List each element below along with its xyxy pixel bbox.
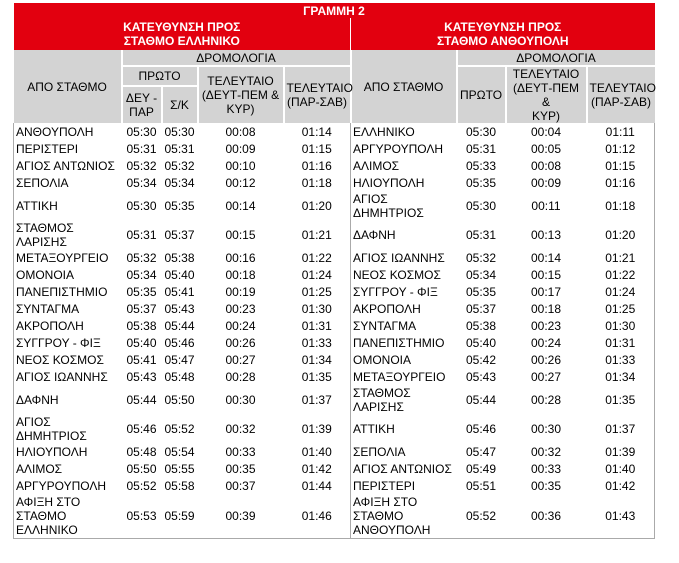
right-station-cell — [351, 249, 457, 266]
table-row — [14, 351, 655, 368]
last-friday-time: 01:12 — [605, 141, 636, 156]
last-friday-time: 01:34 — [605, 369, 636, 384]
last-weekday-time: 00:35 — [530, 478, 562, 493]
first-weekend-time: 05:37 — [164, 227, 195, 242]
last-friday-time: 01:46 — [301, 508, 332, 523]
right-station-cell — [351, 368, 457, 385]
direction-right-header — [351, 18, 655, 50]
station-name-line: ΑΤΤΙΚΗ — [16, 198, 58, 213]
first-time: 05:44 — [465, 392, 497, 407]
last-friday-time: 01:22 — [301, 250, 332, 265]
right-station-cell — [351, 477, 457, 494]
first-time: 05:30 — [465, 198, 497, 213]
station-name-line: ΔΗΜΗΤΡΙΟΣ — [16, 428, 87, 443]
station-name-line: ΣΥΓΓΡΟΥ - ΦΙΞ — [353, 284, 438, 299]
schedules-header-left: ΔΡΟΜΟΛΟΓΙΑ — [122, 50, 351, 66]
last-weekday-time: 00:39 — [225, 508, 256, 523]
first-weekday-time: 05:32 — [126, 158, 157, 173]
first-weekday-time: 05:31 — [126, 227, 157, 242]
right-station-cell — [351, 385, 457, 414]
station-name-line: ΣΤΑΘΜΟ — [353, 508, 404, 523]
line-title: ΓΡΑΜΜΗ 2 — [14, 3, 655, 18]
first-time: 05:38 — [465, 318, 497, 333]
right-station-cell — [351, 334, 457, 351]
table-row — [14, 317, 655, 334]
last-friday-time: 01:25 — [301, 284, 332, 299]
first-time: 05:47 — [465, 444, 497, 459]
last-friday-time: 01:40 — [301, 444, 332, 459]
first-weekday-time: 05:35 — [126, 284, 157, 299]
right-station-cell — [351, 140, 457, 157]
first-weekend-time: 05:31 — [164, 141, 195, 156]
station-name-line: ΜΕΤΑΞΟΥΡΓΕΙΟ — [16, 250, 109, 265]
first-time: 05:51 — [465, 478, 497, 493]
last-weekday-time: 00:18 — [225, 267, 256, 282]
last-weekday-time: 00:35 — [225, 461, 256, 476]
first-weekend-time: 05:58 — [164, 478, 195, 493]
last-friday-time: 01:44 — [301, 478, 332, 493]
last-weekday-time: 00:24 — [225, 318, 256, 333]
last-friday-time: 01:42 — [605, 478, 636, 493]
last-friday-l2: (ΠΑΡ-ΣΑΒ) — [286, 95, 348, 109]
station-name-line: ΣΤΑΘΜΟΣ — [353, 385, 411, 400]
first-weekend-time: 05:34 — [164, 175, 195, 190]
first-weekday-time: 05:31 — [126, 141, 157, 156]
last-weekday-time: 00:23 — [530, 318, 562, 333]
station-name-line: ΠΑΝΕΠΙΣΤΗΜΙΟ — [353, 335, 445, 350]
left-station-cell — [14, 249, 122, 266]
first-weekend-time: 05:52 — [164, 421, 195, 436]
first-weekend-time: 05:59 — [164, 508, 195, 523]
last-friday-time: 01:11 — [605, 124, 635, 139]
right-station-cell — [351, 494, 457, 538]
first-time: 05:52 — [465, 508, 497, 523]
last-weekday-time: 00:13 — [530, 227, 562, 242]
station-name-line: ΠΕΡΙΣΤΕΡΙ — [16, 141, 79, 156]
station-name-line: ΑΝΘΟΥΠΟΛΗ — [16, 124, 94, 139]
last-friday-time: 01:42 — [301, 461, 332, 476]
last-friday-time: 01:30 — [301, 301, 332, 316]
first-weekday-time: 05:37 — [126, 301, 157, 316]
last-weekday-time: 00:15 — [225, 227, 256, 242]
last-weekday-time: 00:18 — [530, 301, 562, 316]
last-friday-time: 01:24 — [605, 284, 636, 299]
last-friday-l2: (ΠΑΡ-ΣΑΒ) — [590, 95, 652, 109]
station-name-line: ΣΕΠΟΛΙΑ — [16, 175, 69, 190]
station-name-line: ΝΕΟΣ ΚΟΣΜΟΣ — [16, 352, 104, 367]
first-time: 05:31 — [465, 141, 497, 156]
first-weekend-time: 05:47 — [164, 352, 195, 367]
last-weekday-time: 00:14 — [530, 250, 562, 265]
last-friday-time: 01:15 — [301, 141, 332, 156]
table-row — [14, 157, 655, 174]
direction-right-line2: ΣΤΑΘΜΟ ΑΝΘΟΥΠΟΛΗ — [436, 34, 569, 48]
last-friday-l1: ΤΕΛΕΥΤΑΙΟ — [589, 81, 656, 95]
table-row — [14, 477, 655, 494]
last-friday-time: 01:35 — [605, 392, 636, 407]
left-station-cell — [14, 443, 122, 460]
table-row — [14, 368, 655, 385]
first-time: 05:40 — [465, 335, 497, 350]
right-station-cell — [351, 157, 457, 174]
table-row — [14, 191, 655, 220]
first-weekday-time: 05:38 — [126, 318, 157, 333]
table-row — [14, 283, 655, 300]
station-name-line: ΗΛΙΟΥΠΟΛΗ — [353, 175, 425, 190]
right-station-cell — [351, 283, 457, 300]
first-weekday-time: 05:52 — [126, 478, 157, 493]
right-station-cell — [351, 220, 457, 249]
first-weekend-time: 05:35 — [164, 198, 195, 213]
last-friday-time: 01:20 — [301, 198, 332, 213]
station-name-line: ΑΡΓΥΡΟΥΠΟΛΗ — [353, 141, 444, 156]
last-friday-time: 01:31 — [301, 318, 332, 333]
direction-left-line1: ΚΑΤΕΥΘΥΝΣΗ ΠΡΟΣ — [123, 20, 241, 34]
weekday-l2: ΠΑΡ — [129, 104, 154, 119]
left-station-cell — [14, 123, 122, 140]
last-weekday-time: 00:30 — [225, 392, 256, 407]
station-name-line: ΣΥΝΤΑΓΜΑ — [16, 301, 80, 316]
first-time: 05:30 — [465, 124, 497, 139]
first-weekday-time: 05:53 — [126, 508, 157, 523]
first-time: 05:42 — [465, 352, 497, 367]
last-weekday-l1: ΤΕΛΕΥΤΑΙΟ — [207, 74, 274, 88]
last-weekday-time: 00:05 — [530, 141, 562, 156]
first-weekend-time: 05:32 — [164, 158, 195, 173]
weekday-l1: ΔΕΥ - — [125, 90, 158, 105]
last-friday-header-left — [284, 66, 351, 123]
station-name-line: ΑΡΓΥΡΟΥΠΟΛΗ — [16, 478, 107, 493]
left-station-cell — [14, 266, 122, 283]
last-friday-time: 01:21 — [301, 227, 332, 242]
timetable-body — [14, 123, 655, 538]
station-name-line: ΣΤΑΘΜΟΣ — [16, 220, 74, 235]
last-weekday-header-left — [198, 66, 284, 123]
first-header-right: ΠΡΩΤΟ — [457, 66, 506, 123]
weekday-header-left — [122, 86, 162, 123]
station-name-line: ΠΕΡΙΣΤΕΡΙ — [353, 478, 416, 493]
last-friday-header-right — [587, 66, 655, 123]
first-weekend-time: 05:46 — [164, 335, 195, 350]
first-weekday-time: 05:30 — [126, 124, 157, 139]
station-name-line: ΑΛΙΜΟΣ — [353, 158, 400, 173]
last-friday-time: 01:14 — [301, 124, 332, 139]
last-friday-time: 01:16 — [605, 175, 636, 190]
first-weekday-time: 05:41 — [126, 352, 157, 367]
last-weekday-l2: (ΔΕΥΤ-ΠΕΜ & — [201, 88, 280, 102]
table-row — [14, 300, 655, 317]
last-friday-time: 01:39 — [301, 421, 332, 436]
right-station-cell — [351, 351, 457, 368]
last-friday-time: 01:20 — [605, 227, 636, 242]
left-station-cell — [14, 174, 122, 191]
first-weekend-time: 05:54 — [164, 444, 195, 459]
left-station-cell — [14, 140, 122, 157]
last-weekday-time: 00:23 — [225, 301, 256, 316]
last-friday-time: 01:33 — [301, 335, 332, 350]
station-name-line: ΟΜΟΝΟΙΑ — [353, 352, 412, 367]
right-station-cell — [351, 460, 457, 477]
first-weekday-time: 05:30 — [126, 198, 157, 213]
direction-left-line2: ΣΤΑΘΜΟ ΕΛΛΗΝΙΚΟ — [123, 34, 240, 48]
last-friday-time: 01:18 — [605, 198, 636, 213]
last-friday-l1: ΤΕΛΕΥΤΑΙΟ — [286, 81, 353, 95]
last-weekday-time: 00:27 — [225, 352, 256, 367]
last-weekday-time: 00:30 — [530, 421, 562, 436]
last-weekday-time: 00:09 — [530, 175, 562, 190]
last-weekday-time: 00:28 — [225, 369, 256, 384]
last-friday-time: 01:25 — [605, 301, 636, 316]
station-name-line: ΑΓΙΟΣ — [353, 191, 388, 206]
station-name-line: ΑΦΙΞΗ ΣΤΟ — [16, 494, 81, 509]
right-station-cell — [351, 191, 457, 220]
last-weekday-time: 00:08 — [530, 158, 562, 173]
table-row — [14, 249, 655, 266]
last-weekday-header-right — [506, 66, 587, 123]
first-weekday-time: 05:34 — [126, 175, 157, 190]
station-name-line: ΑΦΙΞΗ ΣΤΟ — [353, 494, 418, 509]
last-weekday-time: 00:24 — [530, 335, 562, 350]
right-station-cell — [351, 317, 457, 334]
left-station-cell — [14, 317, 122, 334]
first-weekend-time: 05:43 — [164, 301, 195, 316]
last-friday-time: 01:22 — [605, 267, 636, 282]
first-weekend-time: 05:48 — [164, 369, 195, 384]
table-row — [14, 443, 655, 460]
left-station-cell — [14, 300, 122, 317]
first-weekday-time: 05:44 — [126, 392, 157, 407]
station-name-line: ΝΕΟΣ ΚΟΣΜΟΣ — [353, 267, 441, 282]
last-friday-time: 01:30 — [605, 318, 636, 333]
right-station-cell — [351, 266, 457, 283]
left-station-cell — [14, 460, 122, 477]
first-weekend-time: 05:50 — [164, 392, 195, 407]
timetable — [13, 3, 655, 539]
last-weekday-time: 00:11 — [531, 198, 561, 213]
last-weekday-time: 00:27 — [530, 369, 562, 384]
first-time: 05:33 — [465, 158, 497, 173]
last-weekday-time: 00:09 — [225, 141, 256, 156]
station-name-line: ΑΚΡΟΠΟΛΗ — [16, 318, 84, 333]
first-time: 05:31 — [465, 227, 497, 242]
table-row — [14, 266, 655, 283]
station-name-line: ΑΤΤΙΚΗ — [353, 421, 395, 436]
left-station-cell — [14, 191, 122, 220]
first-header-left: ΠΡΩΤΟ — [122, 66, 198, 86]
right-station-cell — [351, 174, 457, 191]
from-station-header-left: ΑΠΟ ΣΤΑΘΜΟ — [14, 50, 122, 123]
last-friday-time: 01:15 — [605, 158, 636, 173]
station-name-line: ΗΛΙΟΥΠΟΛΗ — [16, 444, 88, 459]
last-weekday-time: 00:37 — [225, 478, 256, 493]
first-time: 05:34 — [465, 267, 497, 282]
station-name-line: ΣΥΝΤΑΓΜΑ — [353, 318, 417, 333]
first-time: 05:35 — [465, 175, 497, 190]
first-weekday-time: 05:46 — [126, 421, 157, 436]
first-time: 05:35 — [465, 284, 497, 299]
first-weekday-time: 05:50 — [126, 461, 157, 476]
last-friday-time: 01:39 — [605, 444, 636, 459]
table-row — [14, 460, 655, 477]
last-friday-time: 01:34 — [301, 352, 332, 367]
station-name-line: ΜΕΤΑΞΟΥΡΓΕΙΟ — [353, 369, 446, 384]
last-weekday-time: 00:26 — [225, 335, 256, 350]
left-station-cell — [14, 283, 122, 300]
table-row — [14, 123, 655, 140]
table-row — [14, 494, 655, 538]
first-weekday-time: 05:32 — [126, 250, 157, 265]
last-friday-time: 01:24 — [301, 267, 332, 282]
first-weekend-time: 05:41 — [164, 284, 195, 299]
station-name-line: ΑΓΙΟΣ ΙΩΑΝΝΗΣ — [16, 369, 108, 384]
last-friday-time: 01:18 — [301, 175, 332, 190]
left-station-cell — [14, 157, 122, 174]
first-weekday-time: 05:43 — [126, 369, 157, 384]
last-friday-time: 01:31 — [605, 335, 636, 350]
last-friday-time: 01:37 — [301, 392, 332, 407]
last-weekday-time: 00:04 — [530, 124, 562, 139]
last-friday-time: 01:21 — [605, 250, 636, 265]
last-weekday-time: 00:19 — [225, 284, 256, 299]
first-weekend-time: 05:30 — [164, 124, 195, 139]
table-row — [14, 414, 655, 443]
left-station-cell — [14, 385, 122, 414]
station-name-line: ΛΑΡΙΣΗΣ — [16, 234, 67, 249]
station-name-line: ΑΓΙΟΣ — [16, 414, 51, 429]
first-time: 05:32 — [465, 250, 497, 265]
station-name-line: ΟΜΟΝΟΙΑ — [16, 267, 75, 282]
last-weekday-time: 00:08 — [225, 124, 256, 139]
left-station-cell — [14, 334, 122, 351]
station-name-line: ΛΑΡΙΣΗΣ — [353, 399, 404, 414]
first-weekend-time: 05:38 — [164, 250, 195, 265]
last-weekday-time: 00:16 — [225, 250, 256, 265]
station-name-line: ΑΛΙΜΟΣ — [16, 461, 63, 476]
weekend-header-left: Σ/Κ — [162, 86, 198, 123]
direction-right-line1: ΚΑΤΕΥΘΥΝΣΗ ΠΡΟΣ — [444, 20, 562, 34]
last-friday-time: 01:33 — [605, 352, 636, 367]
last-weekday-time: 00:33 — [530, 461, 562, 476]
first-weekday-time: 05:48 — [126, 444, 157, 459]
last-weekday-time: 00:32 — [530, 444, 562, 459]
timetable-container — [13, 3, 654, 539]
last-weekday-time: 00:17 — [530, 284, 562, 299]
last-weekday-l3: ΚΥΡ) — [226, 102, 255, 116]
station-name-line: ΣΤΑΘΜΟ — [16, 508, 67, 523]
last-friday-time: 01:43 — [605, 508, 636, 523]
left-station-cell — [14, 368, 122, 385]
last-weekday-time: 00:14 — [225, 198, 256, 213]
right-station-cell — [351, 414, 457, 443]
first-weekend-time: 05:44 — [164, 318, 195, 333]
last-weekday-time: 00:32 — [225, 421, 256, 436]
station-name-line: ΑΓΙΟΣ ΑΝΤΩΝΙΟΣ — [353, 461, 452, 476]
first-time: 05:49 — [465, 461, 497, 476]
left-station-cell — [14, 414, 122, 443]
left-station-cell — [14, 220, 122, 249]
station-name-line: ΔΑΦΝΗ — [16, 392, 59, 407]
station-name-line: ΕΛΛΗΝΙΚΟ — [353, 124, 415, 139]
direction-left-header — [14, 18, 351, 50]
right-station-cell — [351, 300, 457, 317]
left-station-cell — [14, 351, 122, 368]
station-name-line: ΑΚΡΟΠΟΛΗ — [353, 301, 421, 316]
first-time: 05:46 — [465, 421, 497, 436]
station-name-line: ΑΝΘΟΥΠΟΛΗ — [353, 522, 431, 537]
last-weekday-l3: ΚΥΡ) — [531, 109, 560, 123]
schedules-header-right: ΔΡΟΜΟΛΟΓΙΑ — [457, 50, 655, 66]
last-friday-time: 01:35 — [301, 369, 332, 384]
last-friday-time: 01:37 — [605, 421, 636, 436]
first-weekend-time: 05:55 — [164, 461, 195, 476]
last-weekday-l2: (ΔΕΥΤ-ΠΕΜ & — [512, 81, 579, 109]
right-station-cell — [351, 123, 457, 140]
station-name-line: ΑΓΙΟΣ ΙΩΑΝΝΗΣ — [353, 250, 445, 265]
table-row — [14, 220, 655, 249]
first-weekend-time: 05:40 — [164, 267, 195, 282]
station-name-line: ΔΑΦΝΗ — [353, 227, 396, 242]
last-weekday-time: 00:12 — [225, 175, 256, 190]
last-weekday-time: 00:15 — [530, 267, 562, 282]
last-weekday-time: 00:26 — [530, 352, 562, 367]
right-station-cell — [351, 443, 457, 460]
first-weekday-time: 05:34 — [126, 267, 157, 282]
table-row — [14, 334, 655, 351]
station-name-line: ΣΕΠΟΛΙΑ — [353, 444, 406, 459]
from-station-header-right: ΑΠΟ ΣΤΑΘΜΟ — [351, 50, 457, 123]
station-name-line: ΑΓΙΟΣ ΑΝΤΩΝΙΟΣ — [16, 158, 115, 173]
last-friday-time: 01:16 — [301, 158, 332, 173]
first-time: 05:37 — [465, 301, 497, 316]
station-name-line: ΠΑΝΕΠΙΣΤΗΜΙΟ — [16, 284, 108, 299]
last-friday-time: 01:40 — [605, 461, 636, 476]
last-weekday-time: 00:10 — [225, 158, 256, 173]
station-name-line: ΔΗΜΗΤΡΙΟΣ — [353, 205, 424, 220]
table-row — [14, 385, 655, 414]
last-weekday-time: 00:28 — [530, 392, 562, 407]
station-name-line: ΣΥΓΓΡΟΥ - ΦΙΞ — [16, 335, 101, 350]
station-name-line: ΕΛΛΗΝΙΚΟ — [16, 522, 78, 537]
last-weekday-time: 00:36 — [530, 508, 562, 523]
left-station-cell — [14, 494, 122, 538]
last-weekday-time: 00:33 — [225, 444, 256, 459]
table-row — [14, 174, 655, 191]
table-row — [14, 140, 655, 157]
first-weekday-time: 05:40 — [126, 335, 157, 350]
left-station-cell — [14, 477, 122, 494]
first-time: 05:43 — [465, 369, 497, 384]
last-weekday-l1: ΤΕΛΕΥΤΑΙΟ — [512, 67, 580, 81]
